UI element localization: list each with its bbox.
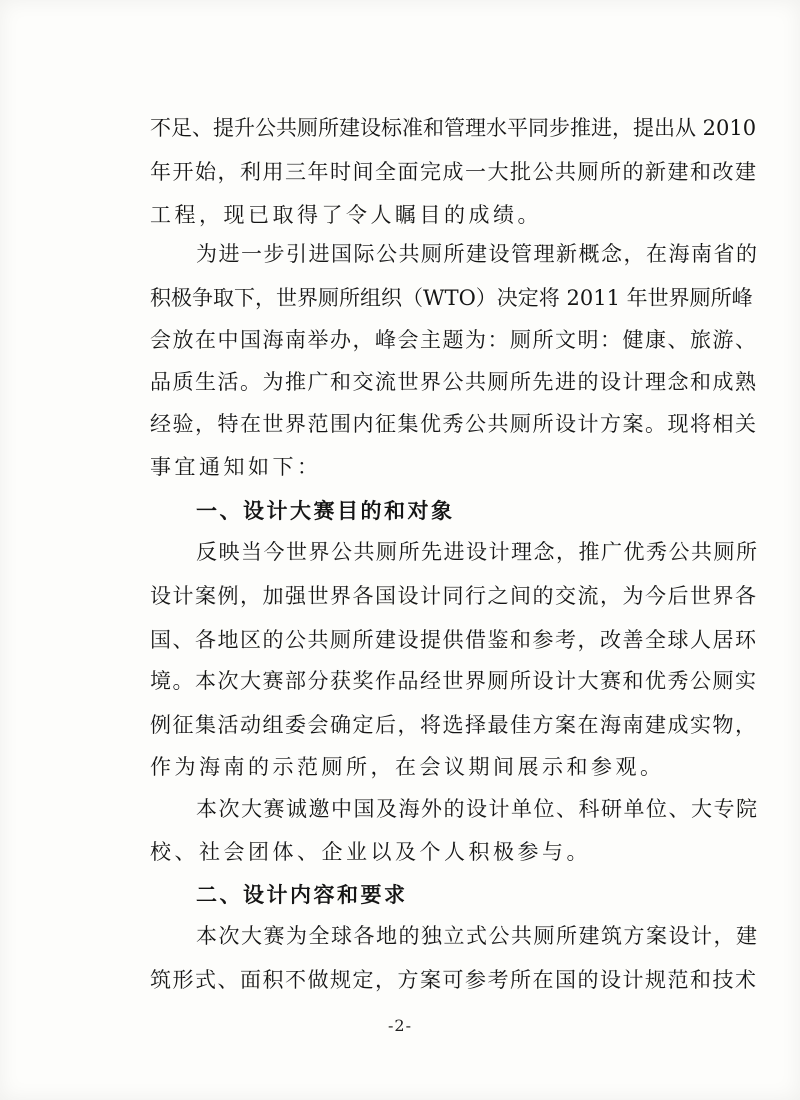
intro-line-3: 工程，现已取得了令人瞩目的成绩。 — [150, 203, 542, 227]
section2-heading: 二、设计内容和要求 — [196, 883, 408, 907]
section1-p1-line-4: 境。本次大赛部分获奖作品经世界厕所设计大赛和优秀公厕实 — [150, 669, 758, 693]
section2-p1-line-2: 筑形式、面积不做规定，方案可参考所在国的设计规范和技术 — [150, 968, 758, 992]
section1-p1-line-2: 设计案例，加强世界各国设计同行之间的交流，为今后世界各 — [150, 584, 758, 608]
section1-p1-line-5: 例征集活动组委会确定后，将选择最佳方案在海南建成实物， — [150, 713, 758, 737]
section1-heading: 一、设计大赛目的和对象 — [196, 499, 455, 523]
paragraph2-line-3: 会放在中国海南举办，峰会主题为：厕所文明：健康、旅游、 — [150, 328, 758, 352]
section1-p1-line-1: 反映当今世界公共厕所先进设计理念，推广优秀公共厕所 — [196, 540, 759, 564]
section1-p1-line-6: 作为海南的示范厕所，在会议期间展示和参观。 — [150, 755, 665, 779]
paragraph2-line-6: 事宜通知如下： — [150, 455, 322, 479]
paragraph2-line-4: 品质生活。为推广和交流世界公共厕所先进的设计理念和成熟 — [150, 370, 758, 394]
section2-p1-line-1: 本次大赛为全球各地的独立式公共厕所建筑方案设计，建 — [196, 924, 759, 948]
intro-line-2: 年开始，利用三年时间全面完成一大批公共厕所的新建和改建 — [150, 160, 758, 184]
section1-p2-line-1: 本次大赛诚邀中国及海外的设计单位、科研单位、大专院 — [196, 797, 759, 821]
page-number: -2- — [388, 1016, 412, 1035]
paragraph2-line-2: 积极争取下，世界厕所组织（WTO）决定将 2011 年世界厕所峰 — [150, 286, 753, 310]
intro-line-1: 不足、提升公共厕所建设标准和管理水平同步推进，提出从 2010 — [150, 116, 757, 140]
paragraph2-line-5: 经验，特在世界范围内征集优秀公共厕所设计方案。现将相关 — [150, 412, 758, 436]
paragraph2-line-1: 为进一步引进国际公共厕所建设管理新概念，在海南省的 — [196, 242, 759, 266]
section1-p2-line-2: 校、社会团体、企业以及个人积极参与。 — [150, 840, 591, 864]
section1-p1-line-3: 国、各地区的公共厕所建设提供借鉴和参考，改善全球人居环 — [150, 628, 758, 652]
